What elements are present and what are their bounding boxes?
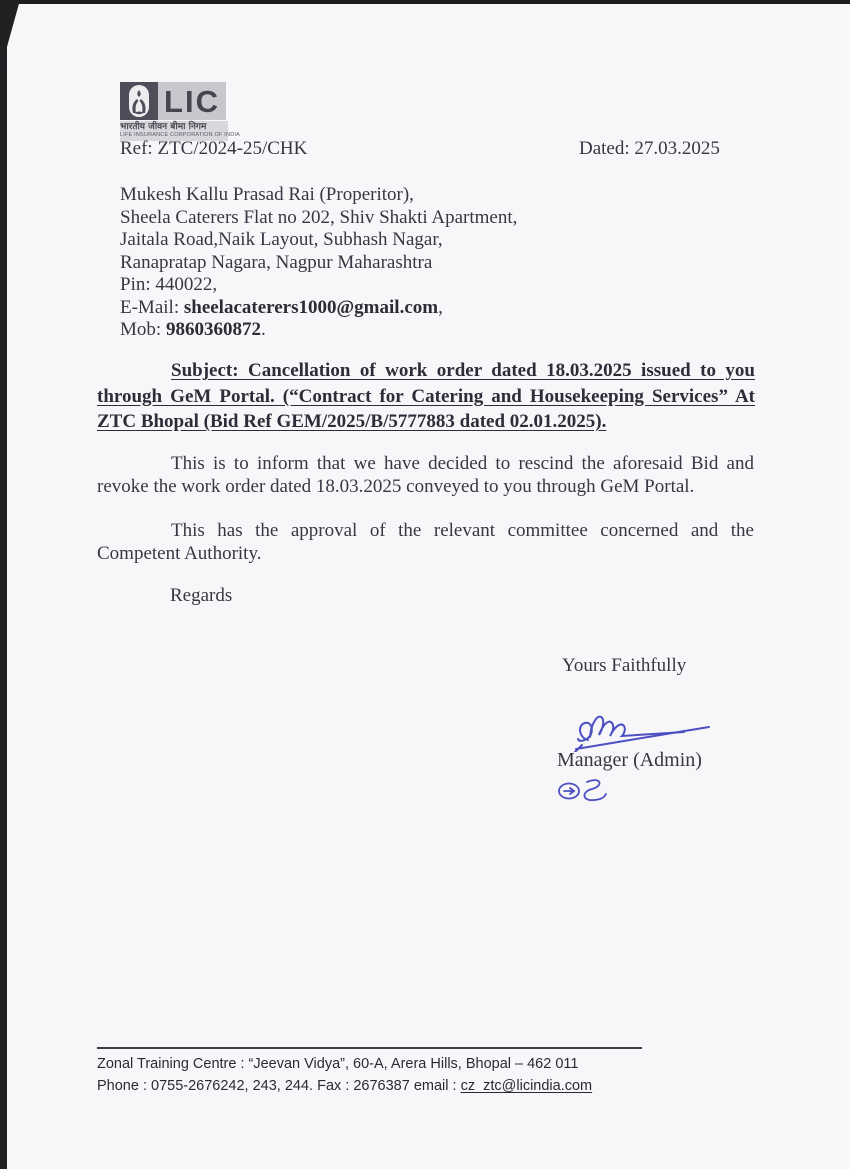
- lic-hindi-name: भारतीय जीवन बीमा निगम: [120, 122, 207, 132]
- mobile-label: Mob:: [120, 319, 166, 340]
- closing-salutation: Yours Faithfully: [562, 655, 687, 676]
- recipient-mobile-line: [120, 319, 517, 342]
- email-label: E-Mail:: [120, 296, 184, 318]
- recipient-address: [120, 184, 517, 342]
- regards-text: Regards: [170, 585, 233, 606]
- footer-divider: [97, 1047, 642, 1049]
- mobile-suffix: .: [260, 319, 266, 340]
- body-paragraph-2: This has the approval of the relevant committee concerned and the Competent Authority.: [97, 520, 754, 564]
- scan-corner-shadow: [0, 0, 20, 72]
- recipient-address-line: Jaitala Road,Naik Layout, Subhash Nagar,: [120, 229, 443, 250]
- signatory-designation: Manager (Admin): [557, 749, 702, 771]
- handwritten-signature: [566, 696, 716, 752]
- recipient-pin: Pin: 440022,: [120, 274, 218, 295]
- lic-wordmark: LIC: [164, 83, 220, 119]
- scan-edge-left: [0, 0, 7, 1169]
- footer-email: cz_ztc@licindia.com: [460, 1078, 593, 1094]
- recipient-name: Mukesh Kallu Prasad Rai (Properitor),: [120, 184, 414, 205]
- footer-address: Zonal Training Centre : “Jeevan Vidya”, 60-A, Arera Hills, Bhopal – 462 011: [97, 1056, 579, 1072]
- recipient-email-line: [120, 297, 517, 320]
- footer-contact-line: [97, 1075, 797, 1097]
- email-suffix: ,: [438, 296, 443, 318]
- body-paragraph-1: This is to inform that we have decided to rescind the aforesaid Bid and revoke the work order dated 18.03.2025 conveyed to you through GeM Portal.: [97, 453, 754, 497]
- lic-logo: [120, 82, 240, 141]
- recipient-address-line: Ranapratap Nagara, Nagpur Maharashtra: [120, 251, 433, 273]
- lic-wordmark-box: [158, 82, 226, 120]
- footer-phone-fax: Phone : 0755-2676242, 243, 244. Fax : 2676387 email :: [97, 1078, 461, 1094]
- lic-english-name: LIFE INSURANCE CORPORATION OF INDIA: [120, 132, 240, 138]
- subject-line: Subject: Cancellation of work order dated 18.03.2025 issued to you through GeM Portal. (“Contract for Catering and Housekeeping Services” At ZTC Bhopal (Bid Ref GEM/2025/B/5777883 dated 02.01.2025).: [97, 360, 755, 432]
- footer: [97, 1053, 797, 1097]
- scan-edge-top: [0, 0, 850, 4]
- lic-hands-flame-icon: [120, 82, 158, 120]
- recipient-address-line: Sheela Caterers Flat no 202, Shiv Shakti Apartment,: [120, 206, 518, 228]
- recipient-mobile: 9860360872: [165, 319, 261, 340]
- initials-mark-icon: [556, 776, 616, 806]
- recipient-email: sheelacaterers1000@gmail.com: [183, 296, 439, 318]
- reference-number: Ref: ZTC/2024-25/CHK: [120, 138, 308, 159]
- letter-date: Dated: 27.03.2025: [579, 138, 720, 159]
